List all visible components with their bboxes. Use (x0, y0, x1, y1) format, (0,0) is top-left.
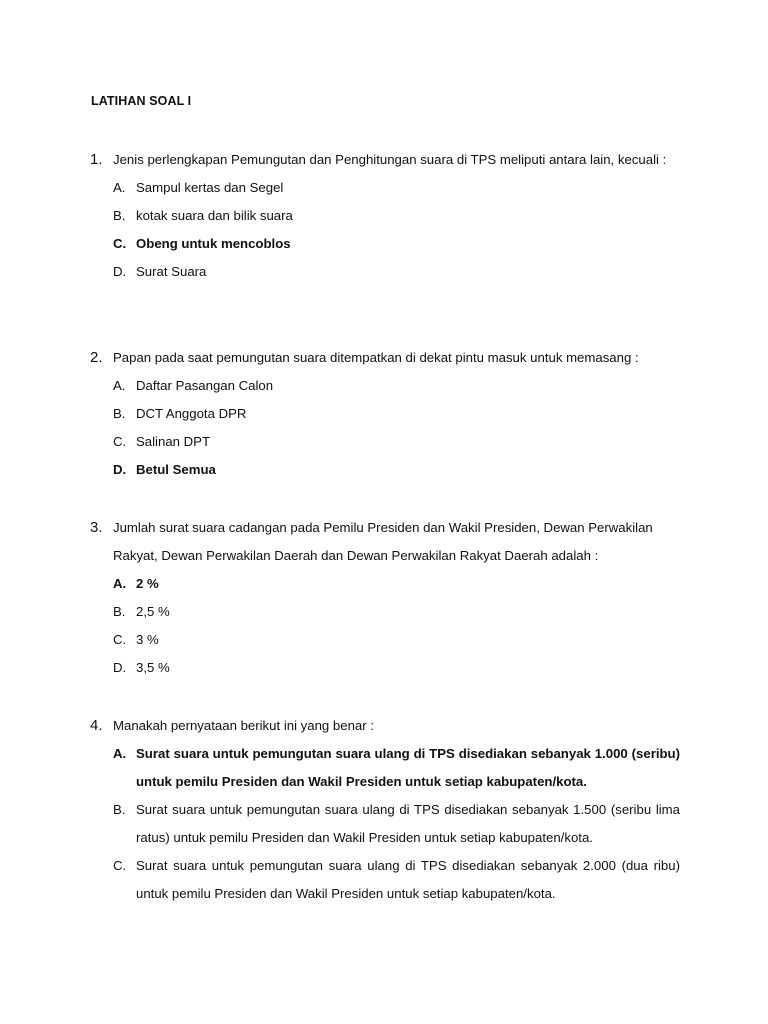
option-list (113, 372, 680, 484)
option-text: Surat Suara (136, 264, 207, 279)
option-letter: B. (113, 802, 126, 817)
option-d (113, 654, 680, 682)
question-2-stem (90, 344, 680, 372)
option-text: kotak suara dan bilik suara (136, 208, 293, 223)
question-4 (90, 712, 680, 908)
question-3 (90, 514, 680, 682)
question-2 (90, 344, 680, 484)
option-text: 3 % (136, 632, 159, 647)
question-number: 3. (90, 519, 103, 536)
question-number: 2. (90, 349, 103, 366)
question-1 (90, 146, 680, 286)
option-a-correct (113, 740, 680, 796)
option-a-correct (113, 570, 680, 598)
option-letter: D. (113, 660, 127, 675)
option-letter: A. (113, 378, 126, 393)
option-text: Surat suara untuk pemungutan suara ulang di TPS disediakan sebanyak 1.500 (seribu lima ratus) untuk pemilu Presiden dan Wakil Presiden untuk setiap kabupaten/kota. (136, 802, 680, 845)
question-text: Papan pada saat pemungutan suara ditempatkan di dekat pintu masuk untuk memasang : (113, 350, 639, 365)
option-text: Surat suara untuk pemungutan suara ulang di TPS disediakan sebanyak 2.000 (dua ribu) untuk pemilu Presiden dan Wakil Presiden untuk setiap kabupaten/kota. (136, 858, 680, 901)
option-c (113, 626, 680, 654)
option-text: 3,5 % (136, 660, 170, 675)
option-text: Betul Semua (136, 462, 216, 477)
option-letter: B. (113, 406, 126, 421)
option-a (113, 372, 680, 400)
option-text: DCT Anggota DPR (136, 406, 247, 421)
question-text: Manakah pernyataan berikut ini yang benar : (113, 718, 374, 733)
option-list (113, 174, 680, 286)
option-letter: B. (113, 604, 126, 619)
option-letter: D. (113, 462, 127, 477)
option-letter: D. (113, 264, 127, 279)
option-d (113, 258, 680, 286)
option-text: Sampul kertas dan Segel (136, 180, 284, 195)
option-text: Obeng untuk mencoblos (136, 236, 291, 251)
option-b (113, 202, 680, 230)
option-letter: C. (113, 858, 127, 873)
question-1-stem (90, 146, 680, 174)
option-b (113, 400, 680, 428)
question-text: Jenis perlengkapan Pemungutan dan Penghitungan suara di TPS meliputi antara lain, kecuali : (113, 152, 667, 167)
option-letter: C. (113, 236, 127, 251)
option-text: 2 % (136, 576, 159, 591)
option-letter: A. (113, 746, 127, 761)
option-text: Surat suara untuk pemungutan suara ulang di TPS disediakan sebanyak 1.000 (seribu) untuk pemilu Presiden dan Wakil Presiden untuk setiap kabupaten/kota. (136, 746, 680, 789)
option-letter: C. (113, 632, 127, 647)
question-number: 1. (90, 151, 103, 168)
option-c (113, 852, 680, 908)
option-text: Daftar Pasangan Calon (136, 378, 274, 393)
document-title: LATIHAN SOAL I (91, 94, 192, 108)
question-number: 4. (90, 717, 103, 734)
question-3-stem (90, 514, 680, 570)
option-text: Salinan DPT (136, 434, 211, 449)
option-c-correct (113, 230, 680, 258)
option-a (113, 174, 680, 202)
option-letter: C. (113, 434, 127, 449)
option-b (113, 598, 680, 626)
option-c (113, 428, 680, 456)
option-letter: A. (113, 180, 126, 195)
question-4-stem (90, 712, 680, 740)
question-text: Jumlah surat suara cadangan pada Pemilu Presiden dan Wakil Presiden, Dewan Perwakilan Rakyat, Dewan Perwakilan Daerah dan Dewan Perwakilan Rakyat Daerah adalah : (113, 520, 653, 563)
option-text: 2,5 % (136, 604, 170, 619)
option-d-correct (113, 456, 680, 484)
option-list (113, 740, 680, 908)
option-list (113, 570, 680, 682)
option-b (113, 796, 680, 852)
option-letter: B. (113, 208, 126, 223)
option-letter: A. (113, 576, 127, 591)
